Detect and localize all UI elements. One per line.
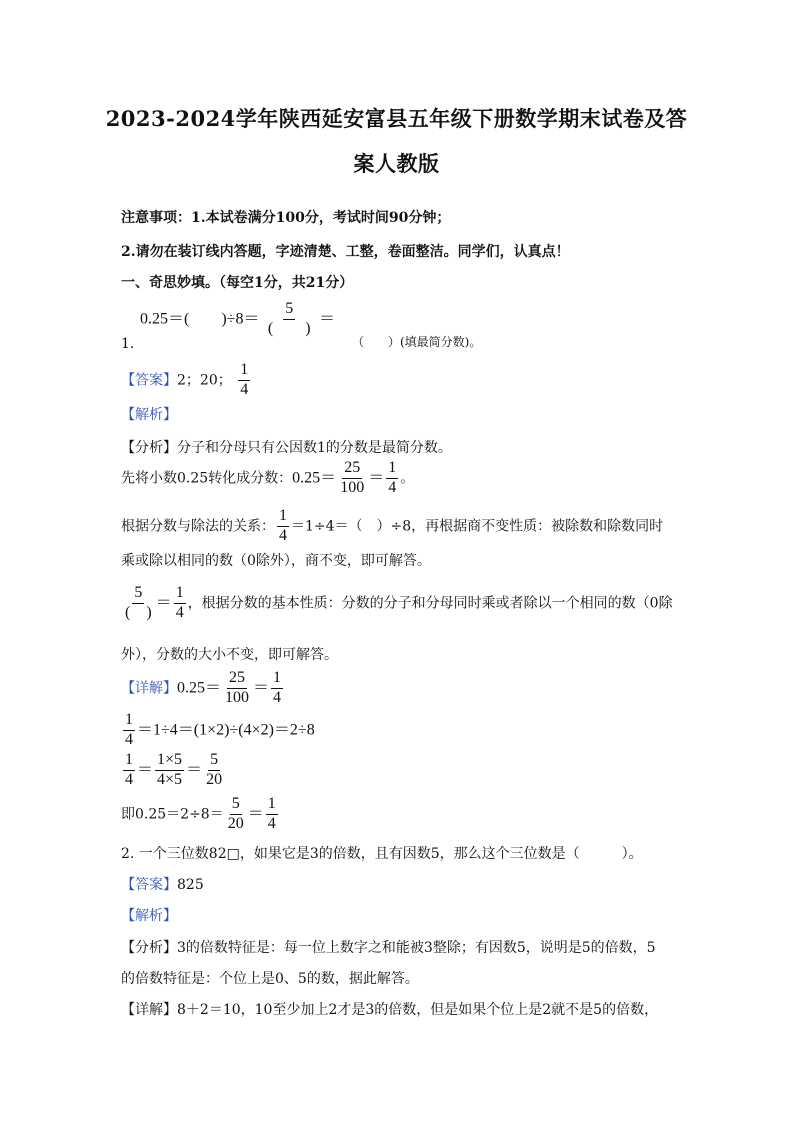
q1-frac-num: 5	[283, 301, 295, 320]
frac-num: 1	[386, 460, 398, 479]
q2-fenxi1: 3的倍数特征是：每一位上数字之和能被3整除；有因数5，说明是5的倍数，5	[177, 940, 656, 956]
q1-step3-line2: 外），分数的大小不变，即可解答。	[121, 647, 338, 663]
q1-step3-frac-a	[123, 585, 154, 622]
q1-detail2	[121, 712, 315, 749]
q2-fenxi-line2: 的倍数特征是：个位上是0、5的数，据此解答。	[121, 971, 419, 987]
q1-answer-row	[121, 362, 252, 399]
frac-den: 100	[225, 688, 250, 706]
q2-analysis-tag: 【解析】	[121, 908, 177, 924]
analysis-tag: 【解析】	[121, 407, 177, 423]
q1-detail3	[121, 752, 226, 789]
frac-den: 20	[206, 770, 223, 788]
q1-detail1-math: 0.25＝	[177, 679, 222, 697]
q1-step3-tail: ，根据分数的基本性质：分数的分子和分母同时乘或者除以一个相同的数（0除	[187, 595, 673, 612]
q1-detail4-frac-a	[226, 796, 246, 833]
frac-num: 1	[174, 585, 186, 604]
q2-question: 2. 一个三位数82□，如果它是3的倍数，且有因数5，那么这个三位数是（ ）。	[121, 846, 643, 862]
q1-step1-frac-a	[338, 460, 366, 497]
page-title-line2: 案人教版	[353, 151, 440, 176]
q1-step1	[121, 460, 414, 497]
q1-detail1	[121, 670, 285, 707]
frac-num: 25	[227, 670, 247, 689]
detail-tag: 【详解】	[121, 680, 177, 697]
q1-detail2-math: ＝1÷4＝(1×2)÷(4×2)＝2÷8	[137, 721, 315, 739]
frac-den: 100	[340, 478, 365, 496]
eq-sign: ＝	[137, 761, 154, 779]
eq-sign: ＝	[247, 805, 264, 823]
q2-answer: 825	[177, 877, 204, 893]
frac-den: 4	[273, 688, 282, 706]
answer-tag: 【答案】	[121, 372, 177, 389]
frac-num: 5	[132, 585, 144, 604]
q1-answer-frac-den: 4	[240, 380, 249, 398]
q1-answer-fraction	[238, 362, 250, 399]
answer-tag: 【答案】	[121, 877, 177, 893]
q1-fenxi	[121, 437, 452, 457]
q2-detail	[121, 999, 658, 1019]
q1-detail1-frac-a	[223, 670, 251, 707]
frac-num: 5	[230, 796, 242, 815]
notice-2: 2.请勿在装订线内答题，字迹清楚、工整，卷面整洁。同学们，认真点！	[121, 244, 570, 260]
section-heading: 一、奇思妙填。（每空1分，共21分）	[121, 275, 354, 291]
q1-fenxi-text: 分子和分母只有公因数1的分数是最简分数。	[177, 440, 452, 456]
eq-sign: ＝	[186, 761, 203, 779]
period: 。	[400, 470, 415, 487]
q1-fraction	[266, 301, 313, 338]
q1-detail4-text: 即0.25＝2÷8＝	[121, 806, 224, 823]
frac-den: 4	[125, 770, 133, 788]
detail-tag: 【详解】	[121, 1002, 177, 1018]
q1-detail3-frac-b	[155, 752, 184, 789]
fenxi-tag: 【分析】	[121, 440, 177, 456]
frac-den: ( )	[125, 603, 152, 621]
q1-tail: （ ）(填最简分数)。	[352, 335, 482, 349]
frac-num: 25	[342, 460, 362, 479]
q1-expression	[140, 301, 335, 338]
q1-step2-line2: 乘或除以相同的数（0除外），商不变，即可解答。	[121, 553, 431, 569]
q2-answer-row	[121, 874, 204, 894]
eq-sign: ＝	[155, 594, 172, 612]
q1-step2-tail: ＝1÷4＝（ ）÷8，再根据商不变性质：被除数和除数同时	[291, 518, 664, 535]
frac-den: 4	[175, 603, 184, 621]
notice-1: 注意事项：1.本试卷满分100分，考试时间90分钟；	[121, 210, 451, 226]
q1-answer: 2；20；	[177, 372, 232, 389]
frac-den: 4×5	[157, 770, 183, 788]
eq-sign: ＝	[253, 679, 270, 697]
q1-step3-frac-b	[174, 585, 186, 622]
fenxi-tag: 【分析】	[121, 940, 177, 956]
q1-detail4	[121, 796, 280, 833]
q1-detail3-frac-c	[204, 752, 224, 789]
frac-num: 1	[123, 752, 135, 771]
eq-sign: ＝	[368, 469, 385, 487]
q1-detail2-frac	[123, 712, 135, 749]
frac-num: 5	[208, 752, 220, 771]
q1-detail3-frac-a	[123, 752, 135, 789]
q1-answer-frac-num: 1	[238, 362, 250, 381]
q1-detail1-frac-b	[271, 670, 283, 707]
q1-number: 1.	[121, 336, 135, 352]
q1-detail4-frac-b	[266, 796, 278, 833]
frac-den: 4	[125, 730, 133, 748]
q1-expr-left: 0.25＝( )÷8＝	[140, 310, 260, 328]
q1-step1-frac-b	[386, 460, 398, 497]
q1-step1-math: 0.25＝	[292, 469, 337, 487]
frac-num: 1	[271, 670, 283, 689]
q1-step2	[121, 508, 663, 545]
q2-fenxi-line1	[121, 937, 656, 957]
q2-detail-text: 8＋2＝10，10至少加上2才是3的倍数，但是如果个位上是2就不是5的倍数，	[177, 1002, 659, 1018]
frac-den: 20	[227, 814, 244, 832]
page-title-line1: 2023-2024学年陕西延安富县五年级下册数学期末试卷及答	[105, 106, 688, 131]
frac-den: 4	[279, 526, 287, 544]
q1-step3	[121, 585, 673, 622]
frac-num: 1×5	[155, 752, 184, 771]
frac-den: 4	[388, 478, 397, 496]
q1-step1-text: 先将小数0.25转化成分数：	[121, 470, 293, 487]
q1-step2-frac	[277, 508, 289, 545]
frac-num: 1	[123, 712, 135, 731]
frac-num: 1	[266, 796, 278, 815]
q1-step2-text: 根据分数与除法的关系：	[121, 518, 275, 535]
frac-den: 4	[267, 814, 276, 832]
q1-eq: ＝	[319, 310, 336, 328]
frac-num: 1	[277, 508, 289, 527]
q1-frac-den: ( )	[267, 319, 311, 337]
